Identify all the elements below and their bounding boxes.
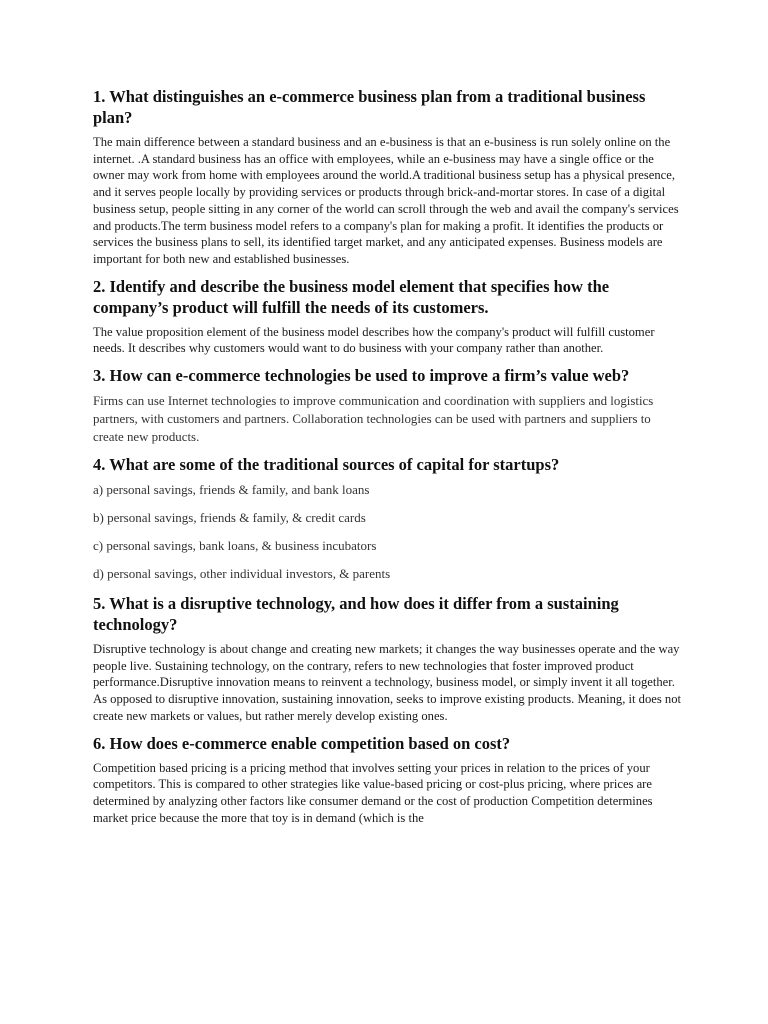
question-heading-6: 6. How does e-commerce enable competition based on cost?	[93, 733, 511, 753]
question-heading-2: 2. Identify and describe the business model element that specifies how the company’s product will fulfill the needs of its customers.	[93, 276, 610, 317]
question-heading-1: 1. What distinguishes an e-commerce business plan from a traditional business plan?	[93, 87, 646, 127]
answer-option-a: a) personal savings, friends & family, and bank loans	[93, 482, 370, 498]
question-heading-3: 3. How can e-commerce technologies be used to improve a firm’s value web?	[93, 366, 630, 386]
question-block-2	[93, 276, 681, 357]
question-block-4	[93, 454, 681, 583]
question-block-1	[93, 86, 681, 268]
question-block-6	[93, 733, 681, 827]
question-heading-5: 5. What is a disruptive technology, and how does it differ from a sustaining technology?	[93, 594, 619, 635]
answer-paragraph-6: Competition based pricing is a pricing method that involves setting your prices in relation to the prices of your competitors. This is compared to other strategies like value-based pricing or cost-plus pricing, where prices are determined by analyzing other factors like consumer demand or the cost of production Competition determines market price because the more that toy is in demand (which is the	[93, 760, 653, 825]
document-page	[93, 86, 681, 834]
question-block-3	[93, 365, 681, 446]
answer-paragraph-5: Disruptive technology is about change and creating new markets; it changes the way businesses operate and the way people live. Sustaining technology, on the contrary, refers to new technologies that foster improved product performance.Disruptive innovation means to reinvent a technology, business model, or simply invent it all together. As opposed to disruptive innovation, sustaining innovation, seeks to improve existing products. Meaning, it does not create new markets or values, but rather merely develop existing ones.	[93, 642, 682, 723]
answer-paragraph-2: The value proposition element of the business model describes how the company's product will fulfill customer needs. It describes why customers would want to do business with your company rather than another.	[93, 324, 655, 356]
question-block-5	[93, 593, 681, 725]
answer-option-b: b) personal savings, friends & family, & credit cards	[93, 510, 366, 526]
answer-option-c: c) personal savings, bank loans, & business incubators	[93, 538, 377, 554]
answer-paragraph-1: The main difference between a standard business and an e-business is that an e-business is run solely online on the internet. .A standard business has an office with employees, while an e-business may have a single office or the owner may work from home with employees around the world.A traditional business setup has a physical presence, and it serves people locally by providing services or products through brick-and-mortar stores. In case of a digital business setup, people sitting in any corner of the world can scroll through the web and avail the company's services and products.The term business model refers to a company's plan for making a profit. It identifies the products or services the business plans to sell, its identified target market, and any anticipated expenses. Business models are important for both new and established businesses.	[93, 135, 679, 266]
answer-option-d: d) personal savings, other individual investors, & parents	[93, 566, 391, 582]
question-heading-4: 4. What are some of the traditional sources of capital for startups?	[93, 455, 560, 475]
answer-paragraph-3: Firms can use Internet technologies to improve communication and coordination with suppliers and logistics partners, with customers and partners. Collaboration technologies can be used with partners and suppliers to create new products.	[93, 394, 654, 445]
